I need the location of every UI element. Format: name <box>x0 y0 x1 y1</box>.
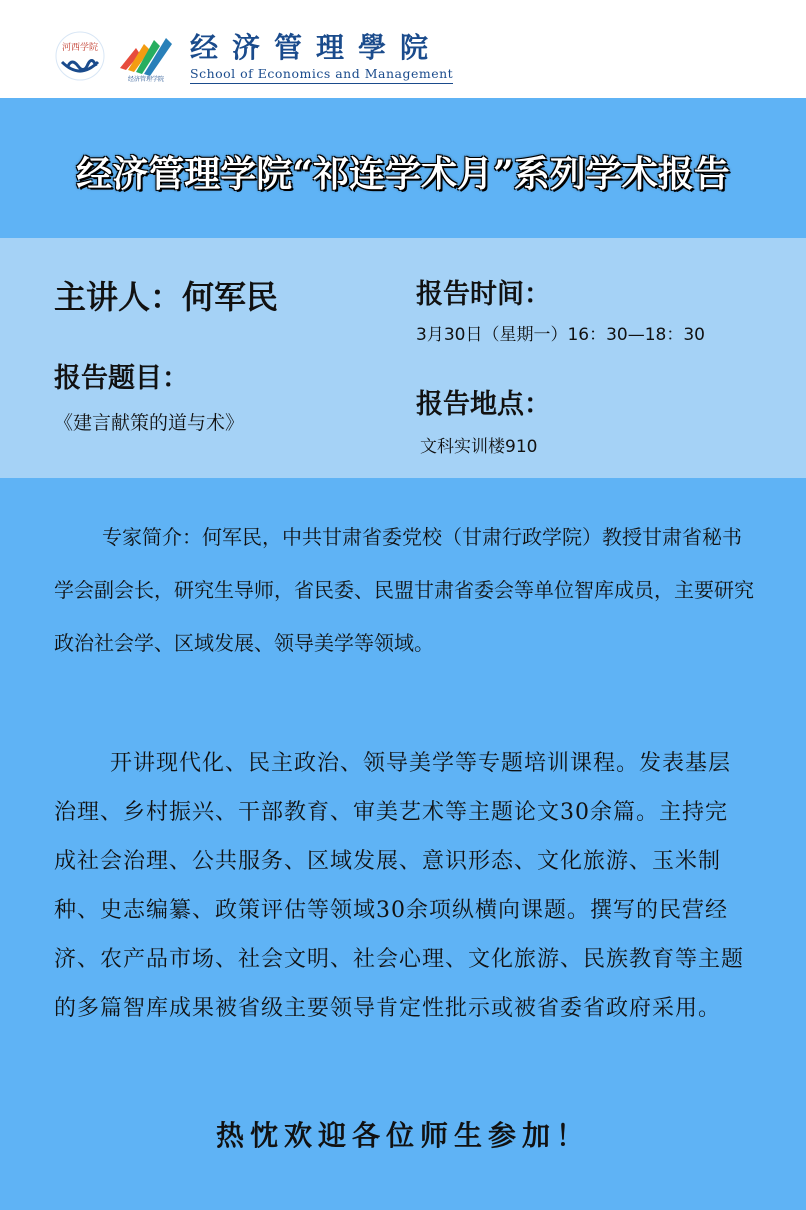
logo-caption-text: 经济管理学院 <box>127 76 165 82</box>
header <box>0 0 806 98</box>
school-name-en: School of Economics and Management <box>190 66 453 84</box>
topic-value: 《建言献策的道与术》 <box>54 412 245 434</box>
speaker-label: 主讲人：何军民 <box>54 278 279 316</box>
time-label: 报告时间： <box>416 279 551 310</box>
logo-seal-text: 河西学院 <box>61 43 99 53</box>
topic-label: 报告题目： <box>54 363 189 394</box>
page-title: 经济管理学院“祁连学术月”系列学术报告 <box>76 153 730 195</box>
welcome-message: 热忱欢迎各位师生参加！ <box>215 1119 590 1152</box>
expert-intro-paragraph: 专家简介：何军民，中共甘肃省委党校（甘肃行政学院）教授甘肃省秘书学会副会长，研究生导师，省民委、民盟甘肃省委会等单位智库成员，主要研究政治社会学、区域发展、领导美学等领域。 <box>54 525 754 655</box>
school-name-cn: 经济管理學院 <box>190 31 443 64</box>
place-label: 报告地点： <box>416 389 551 420</box>
expert-work-paragraph: 开讲现代化、民主政治、领导美学等专题培训课程。发表基层治理、乡村振兴、干部教育、审美艺术等主题论文30余篇。主持完成社会治理、公共服务、区域发展、意识形态、文化旅游、玉米制种、史志编纂、政策评估等领域30余项纵横向课题。撰写的民营经济、农产品市场、社会文明、社会心理、文化旅游、民族教育等主题的多篇智库成果被省级主要领导肯定性批示或被省委省政府采用。 <box>54 751 745 1021</box>
time-value: 3月30日（星期一）16：30—18：30 <box>416 325 705 345</box>
school-logo <box>114 30 178 82</box>
place-value: 文科实训楼910 <box>420 437 538 457</box>
university-logo <box>54 30 106 82</box>
